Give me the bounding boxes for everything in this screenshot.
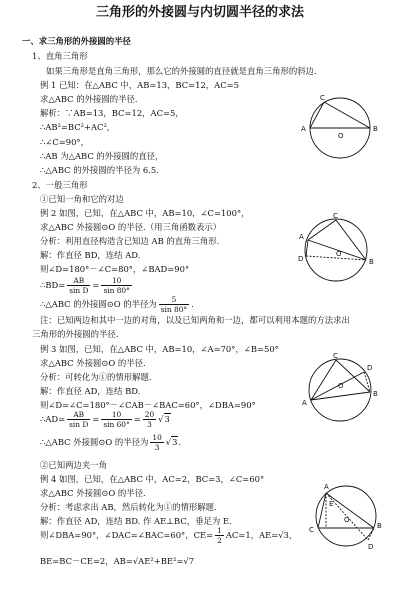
document-title: 三角形的外接圆与内切圆半径的求法 [95,5,304,20]
fraction [67,276,90,295]
fraction [150,433,163,452]
label-O: O [338,132,344,140]
formula-text: = [92,280,100,290]
label-O: O [344,516,350,524]
sqrt-expression: √3 [278,530,289,540]
case-heading-2: ②已知两边夹一角 [40,460,107,470]
sqrt-value: 3 [164,414,170,424]
formula-text: ， [288,530,298,540]
denominator: 3 [147,420,152,429]
fraction [143,410,156,429]
formula-text: ∴BD= [40,280,66,290]
text-line: 分析：利用直径构造含已知边 AB 的直角三角形. [40,236,220,246]
text-line: 解：作直径 BD，连结 AD. [40,250,141,260]
text-line: 分析：可转化为①的情形解题. [40,372,152,382]
denominator: sin 60° [103,420,130,429]
numerator: 10 [101,410,131,420]
label-D: D [367,364,373,372]
text-line: 则∠D=∠C=180°－∠CAB－∠BAC=60°，∠DBA=90° [40,400,256,410]
text-line: 例 2 如图，已知，在△ABC 中，AB=10，∠C=100°， [40,208,250,218]
label-A: A [324,483,329,491]
formula-text: ∴△ABC 外接圆⊙O 的半径为 [40,437,149,447]
fraction [215,526,224,545]
numerator: 10 [152,433,162,442]
text-line: ∴AB 为△ABC 的外接圆的直径， [40,151,164,161]
label-C: C [309,526,314,534]
formula-ex4-line5 [40,526,297,545]
fraction [159,295,189,314]
text-line: 求△ABC 的外接圆的半径. [40,94,138,104]
text-line: 例 4 如图，已知，在△ABC 中，AC=2，BC=3，∠C=60° [40,474,265,484]
denominator: sin D [69,286,89,295]
figure-1-circle [298,92,388,164]
text-line: 例 1 已知：在△ABC 中，AB=13，BC=12，AC=5 [40,80,239,90]
label-B: B [377,522,382,530]
label-B: B [373,390,378,398]
numerator: 5 [159,295,189,305]
sqrt-expression: √7 [183,556,195,566]
formula-text: 则∠DBA=90°，∠DAC=∠BAC=60°，CE= [40,530,214,540]
sqrt-value: 3 [172,437,178,447]
formula-text: = [92,414,100,424]
formula-radius-ex3 [40,433,181,452]
text-line: 求△ABC 外接圆⊙O 的半径.（用三角函数表示） [40,222,222,232]
fraction [101,276,131,295]
text-line: 如果三角形是直角三角形，那么它的外接圆的直径就是直角三角形的斜边. [46,66,317,76]
fraction [67,410,90,429]
label-A: A [301,125,306,133]
section-heading-1: 一、求三角形的外接圆的半径 [22,36,131,46]
label-D: D [298,255,304,263]
numerator: 20 [144,410,155,419]
label-C: C [333,212,338,220]
denominator: 2 [217,536,222,545]
sqrt-sign: √ [165,437,172,447]
label-D: D [368,543,374,551]
text-line: 解析：∵AB=13，BC=12，AC=5， [40,108,184,118]
formula-text: . [178,437,182,447]
numerator: AB [67,410,90,420]
sqrt-sign: √ [158,414,164,424]
text-line: ∴∠C=90°， [40,137,89,147]
formula-bd [40,276,134,295]
case-heading-1: ①已知一角和它的对边 [40,194,124,204]
text-line: 求△ABC 外接圆⊙O 的半径. [40,488,146,498]
formula-text: BE=BC－CE=2，AB= [40,556,133,566]
denominator: sin D [69,420,89,429]
formula-text: ∴△ABC 的外接圆⊙O 的半径为 [40,299,157,309]
label-O: O [338,382,344,390]
text-line: 解：作直径 AD，连结 BD. 作 AE⊥BC，垂足为 E. [40,516,232,526]
fraction [101,410,131,429]
label-C: C [320,94,325,102]
text-line: 解：作直径 AD，连结 BD. [40,386,141,396]
label-O: O [336,250,342,258]
formula-text: . [191,299,194,309]
text-line: 例 3 如图，已知，在△ABC 中，AB=10，∠A=70°，∠B=50° [40,344,279,354]
label-E: E [329,500,334,508]
figure-3-circle [296,352,386,432]
note-line: 三角形的外接圆的半径. [32,329,119,339]
figure-2-circle [286,212,386,288]
formula-ex4-line6 [40,556,194,567]
text-line: ∴AB²=BC²+AC²， [40,122,116,132]
label-B: B [369,258,374,266]
denominator: sin 80° [103,286,130,295]
formula-text: = [133,414,141,424]
numerator: 10 [101,276,131,286]
formula-text: ∴AD= [40,414,66,424]
numerator: 1 [217,526,222,535]
label-C: C [333,352,338,360]
numerator: AB [67,276,90,286]
note-line: 注：已知两边和其中一边的对角，以及已知两角和一边，都可以利用本题的方法求出 [40,315,350,325]
label-A: A [302,399,307,407]
text-line: 分析：考虑求出 AB，然后转化为①的情形解题. [40,502,217,512]
figure-4-circle [304,478,390,554]
text-line: 则∠D=180°－∠C=80°，∠BAD=90° [40,264,190,274]
sqrt-expression: √AE²+BE² [132,556,177,566]
label-A: A [299,233,304,241]
text-line: 求△ABC 外接圆⊙O 的半径. [40,358,146,368]
formula-text: AC=1，AE= [225,530,279,540]
text-line: ∴△ABC 的外接圆的半径为 6.5. [40,165,159,175]
denominator: sin 80° [160,305,188,314]
formula-radius-ex2 [40,295,194,314]
subsection-right-triangle: 1、直角三角形 [32,51,88,61]
formula-text: = [176,556,184,566]
subsection-general-triangle: 2、一般三角形 [32,180,88,190]
formula-ad [40,410,171,429]
label-B: B [373,125,378,133]
denominator: 3 [154,443,160,452]
